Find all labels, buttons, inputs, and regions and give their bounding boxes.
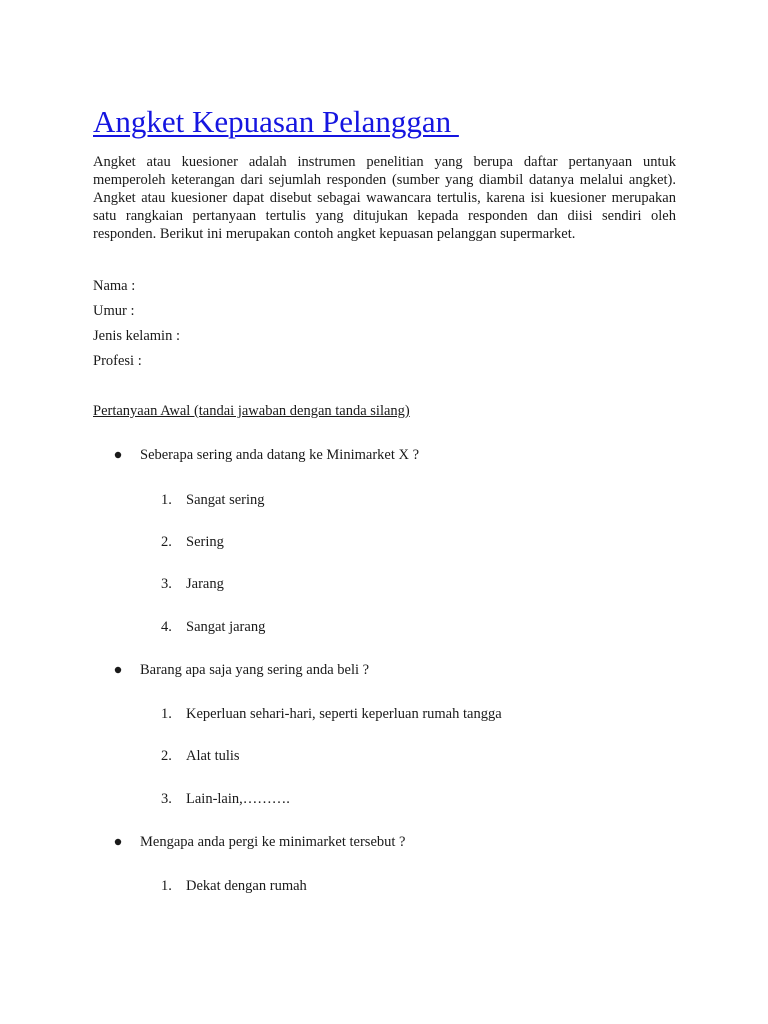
- question-2-option-2: Alat tulis: [186, 748, 240, 764]
- option-number: 1.: [161, 706, 172, 722]
- field-jenis-kelamin: Jenis kelamin :: [93, 328, 180, 344]
- question-1-option-2: Sering: [186, 534, 224, 550]
- question-1-option-3: Jarang: [186, 576, 224, 592]
- question-2-option-1: Keperluan sehari-hari, seperti keperluan rumah tangga: [186, 706, 502, 722]
- bullet-icon: [114, 666, 122, 674]
- field-nama: Nama :: [93, 278, 136, 294]
- question-1-option-1: Sangat sering: [186, 492, 265, 508]
- question-1-option-4: Sangat jarang: [186, 619, 266, 635]
- question-1: Seberapa sering anda datang ke Minimarket X ?: [140, 447, 420, 463]
- option-number: 4.: [161, 619, 172, 635]
- field-profesi: Profesi :: [93, 353, 142, 369]
- option-number: 3.: [161, 791, 172, 807]
- option-number: 2.: [161, 748, 172, 764]
- bullet-icon: [114, 451, 122, 459]
- question-3-option-1: Dekat dengan rumah: [186, 878, 307, 894]
- field-umur: Umur :: [93, 303, 135, 319]
- question-3: Mengapa anda pergi ke minimarket tersebut ?: [140, 834, 406, 850]
- option-number: 1.: [161, 878, 172, 894]
- question-2-option-3: Lain-lain,……….: [186, 791, 290, 807]
- option-number: 2.: [161, 534, 172, 550]
- intro-paragraph: Angket atau kuesioner adalah instrumen penelitian yang berupa daftar pertanyaan untuk memperoleh keterangan dari sejumlah responden (sumber yang diambil datanya melalui angket). Angket atau kuesioner dapat disebut sebagai wawancara tertulis, karena isi kuesioner merupakan satu rangkaian pertanyaan tertulis yang ditujukan kepada responden dan diisi sendiri oleh responden. Berikut ini merupakan contoh angket kepuasan pelanggan supermarket.: [93, 154, 676, 242]
- option-number: 1.: [161, 492, 172, 508]
- option-number: 3.: [161, 576, 172, 592]
- section-heading: Pertanyaan Awal (tandai jawaban dengan tanda silang): [93, 403, 410, 419]
- document-title-link[interactable]: Angket Kepuasan Pelanggan: [93, 104, 459, 139]
- bullet-icon: [114, 838, 122, 846]
- question-2: Barang apa saja yang sering anda beli ?: [140, 662, 370, 678]
